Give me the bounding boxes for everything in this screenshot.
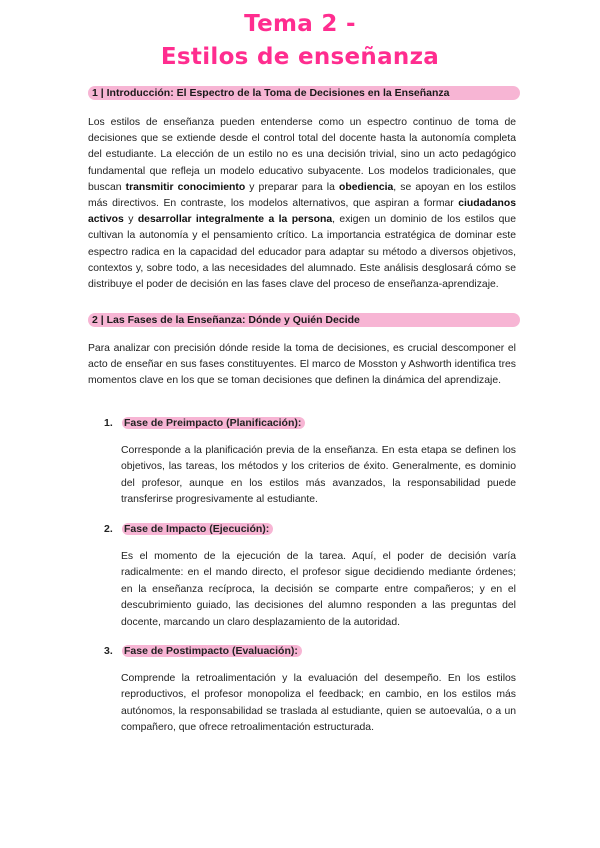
phase-2-number: 2.: [104, 523, 113, 535]
phase-1-heading: [104, 416, 305, 430]
section-1-paragraph: Los estilos de enseñanza pueden entenderse como un espectro continuo de toma de decisiones que se extiende desde el control total del docente hasta la autonomía completa del estudiante. La elección de un estilo no es una decisión trivial, sino un acto pedagógico fundamental que refleja un modelo educativo subyacente. Los modelos tradicionales, que buscan transmitir conocimiento y preparar para la obediencia, se apoyan en los estilos más directivos. En contraste, los modelos alternativos, que aspiran a formar ciudadanos activos y desarrollar integralmente a la persona, exigen un dominio de los estilos que cultivan la autonomía y el pensamiento crítico. La importancia estratégica de dominar este espectro radica en la capacidad del educador para adaptar su método a diversos objetivos, contextos y, sobre todo, a las necesidades del alumnado. Este análisis desglosará cómo se distribuye el poder de decisión en las fases clave del proceso de enseñanza-aprendizaje.: [88, 117, 516, 291]
phase-2-title: Fase de Impacto (Ejecución):: [122, 523, 273, 535]
phase-2-text: Es el momento de la ejecución de la tarea. Aquí, el poder de decisión varía radicalmente: en el mando directo, el profesor sigue decidiendo mediante órdenes; en la enseñanza recíproca, la decisión se comparte entre compañeros; y en el descubrimiento guiado, las decisiones del alumno responden a las preguntas del docente, marcando un claro desplazamiento de la autoridad.: [121, 551, 516, 628]
bold-term: obediencia: [339, 181, 394, 193]
bold-term: transmitir conocimiento: [125, 181, 246, 193]
section-2-intro: Para analizar con precisión dónde reside la toma de decisiones, es crucial descomponer el acto de enseñar en sus fases constituyentes. El marco de Mosston y Ashworth identifica tres momentos clave en los que se toman decisiones que definen la dinámica del aprendizaje.: [88, 343, 516, 387]
bold-term: ciudadanos activos: [88, 198, 516, 226]
phase-3-title: Fase de Postimpacto (Evaluación):: [122, 645, 302, 657]
section-2-heading: 2 | Las Fases de la Enseñanza: Dónde y Quién Decide: [92, 314, 360, 326]
document-title: [0, 8, 600, 74]
phase-2-heading: [104, 522, 273, 536]
phase-3-heading: [104, 644, 302, 658]
phase-3-number: 3.: [104, 645, 113, 657]
phase-1-text: Corresponde a la planificación previa de la enseñanza. En esta etapa se definen los objetivos, las tareas, los métodos y los criterios de éxito. Generalmente, es dominio del profesor, aunque en los estilos más avanzados, la responsabilidad puede transferirse progresivamente al estudiante.: [121, 445, 516, 506]
phase-1-title: Fase de Preimpacto (Planificación):: [122, 417, 305, 429]
section-1-heading: 1 | Introducción: El Espectro de la Toma de Decisiones en la Enseñanza: [92, 87, 450, 99]
title-line-1: Tema 2 -: [244, 11, 356, 37]
bold-term: desarrollar integralmente a la persona: [137, 214, 333, 226]
phase-3-text: Comprende la retroalimentación y la evaluación del desempeño. En los estilos reproductivos, el profesor monopoliza el feedback; en cambio, en los estilos más autónomos, la responsabilidad se traslada al estudiante, quien se autoevalúa, o a un compañero, que ofrece retroalimentación estructurada.: [121, 673, 516, 734]
phase-1-number: 1.: [104, 417, 113, 429]
title-line-2: Estilos de enseñanza: [160, 44, 440, 70]
